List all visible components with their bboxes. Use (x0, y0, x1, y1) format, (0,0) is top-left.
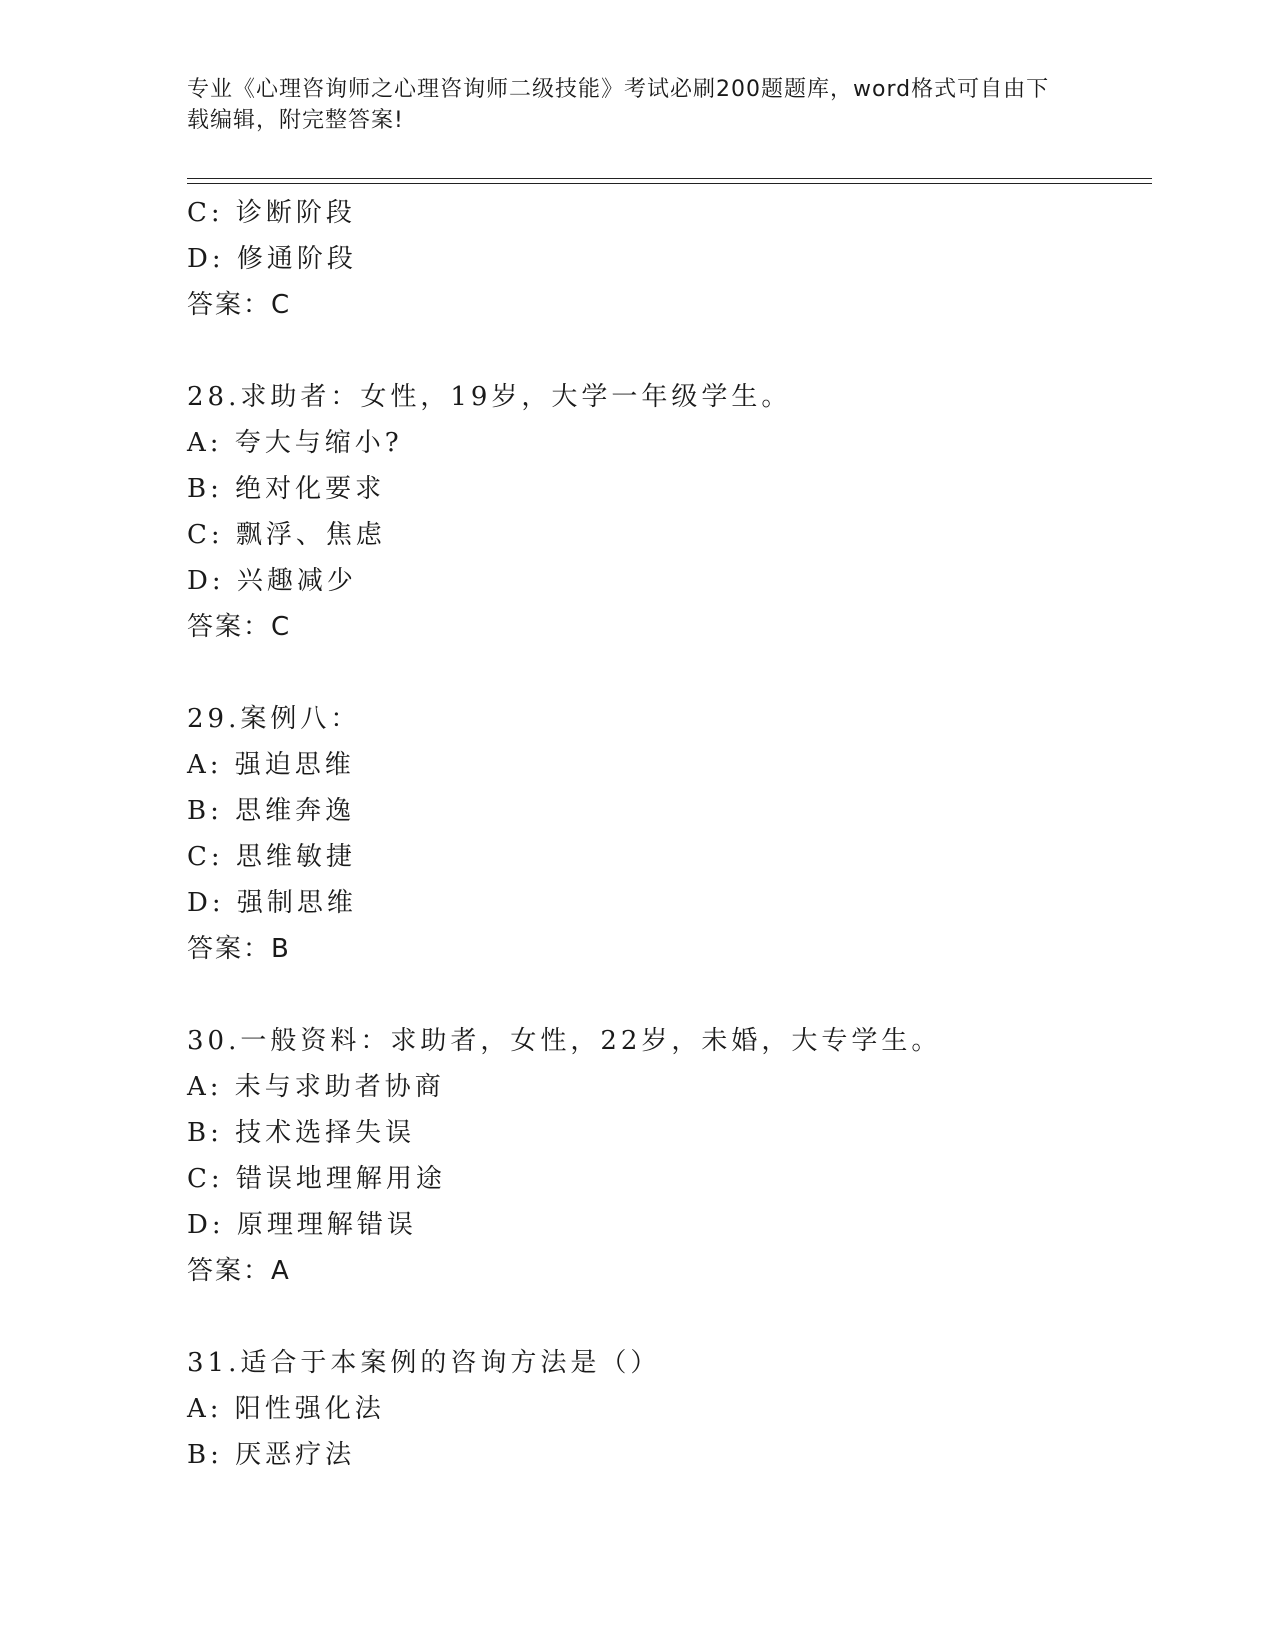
option-line: A: 夸大与缩小? (187, 428, 403, 458)
spacer (187, 650, 1147, 696)
spacer (187, 1294, 1147, 1340)
header-rule-top (187, 178, 1152, 179)
option-line: A: 强迫思维 (187, 750, 355, 780)
answer-line: 答案：B (187, 934, 291, 964)
answer-line: 答案：C (187, 612, 292, 642)
option-line: C: 思维敏捷 (187, 842, 356, 872)
option-line: D: 原理理解错误 (187, 1210, 417, 1240)
question-stem: 28.求助者：女性，19岁，大学一年级学生。 (187, 382, 792, 412)
spacer (187, 972, 1147, 1018)
question-stem: 31.适合于本案例的咨询方法是（） (187, 1348, 661, 1378)
option-line: A: 阳性强化法 (187, 1394, 385, 1424)
option-line: D: 修通阶段 (187, 244, 357, 274)
option-line: B: 技术选择失误 (187, 1118, 416, 1148)
question-stem: 29.案例八： (187, 704, 361, 734)
document-header-title: 专业《心理咨询师之心理咨询师二级技能》考试必刷200题题库，word格式可自由下载编辑，附完整答案! (187, 77, 1050, 133)
question-list (187, 190, 1147, 1478)
option-line: B: 厌恶疗法 (187, 1440, 356, 1470)
option-line: B: 思维奔逸 (187, 796, 356, 826)
option-line: C: 错误地理解用途 (187, 1164, 446, 1194)
header-rule-bottom (187, 183, 1152, 184)
answer-line: 答案：A (187, 1256, 291, 1286)
option-line: A: 未与求助者协商 (187, 1072, 445, 1102)
option-line: C: 诊断阶段 (187, 198, 356, 228)
option-line: C: 飘浮、焦虑 (187, 520, 386, 550)
option-line: D: 兴趣减少 (187, 566, 357, 596)
question-stem: 30.一般资料：求助者，女性，22岁，未婚，大专学生。 (187, 1026, 942, 1056)
option-line: B: 绝对化要求 (187, 474, 386, 504)
spacer (187, 328, 1147, 374)
answer-line: 答案：C (187, 290, 292, 320)
option-line: D: 强制思维 (187, 888, 357, 918)
